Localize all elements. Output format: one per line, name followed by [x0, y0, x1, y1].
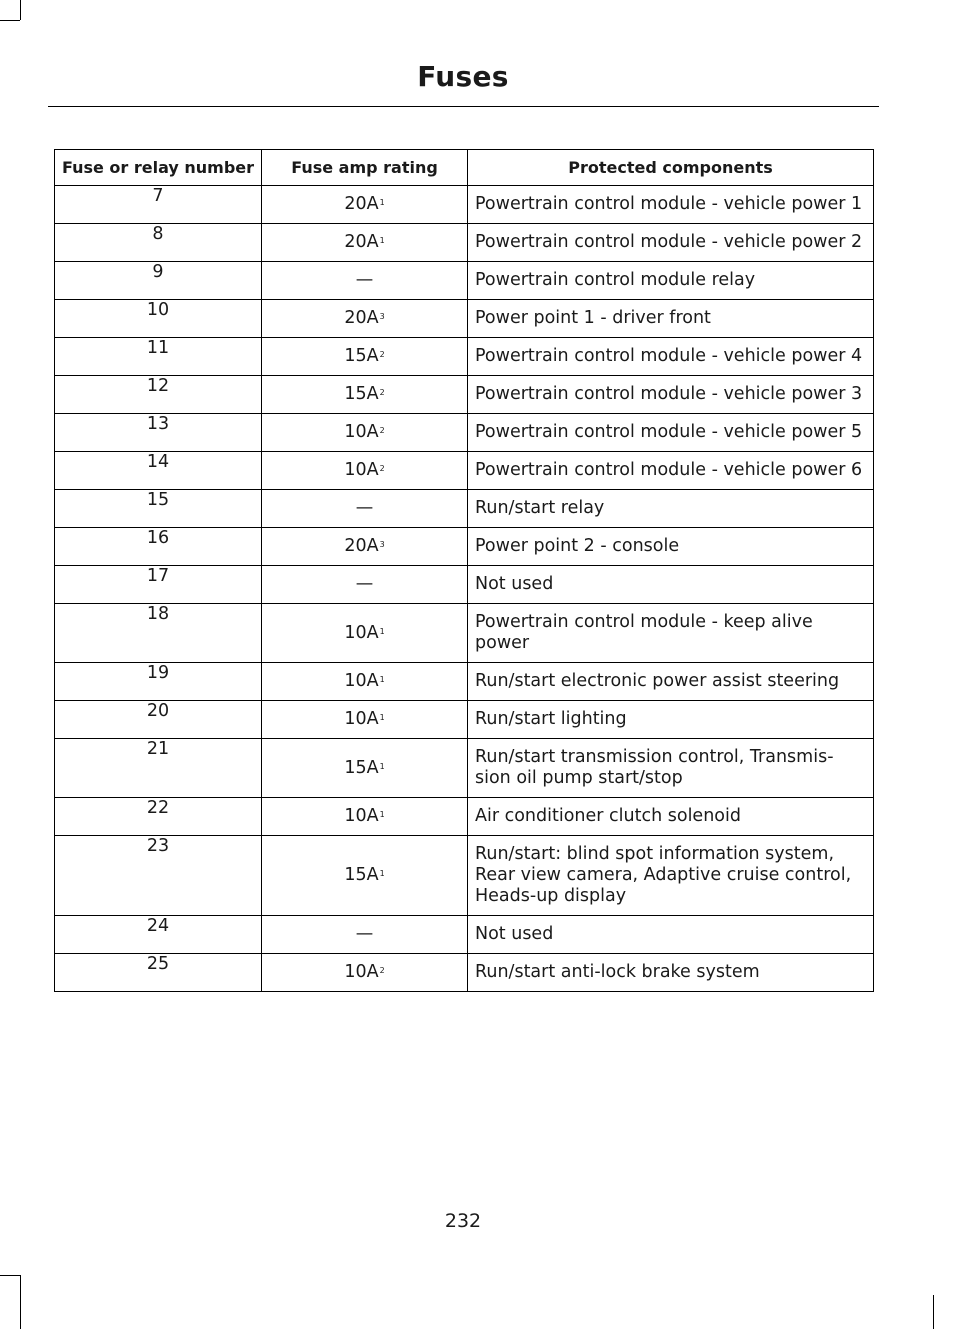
table-row [55, 376, 874, 414]
amp-rating-cell [262, 739, 468, 798]
table-row [55, 701, 874, 739]
crop-mark-bottom-left-horizontal [0, 1275, 20, 1276]
footnote-marker: 1 [379, 810, 385, 819]
protected-component-cell: Powertrain control module - vehicle power 2 [468, 224, 874, 262]
amp-rating-cell [262, 300, 468, 338]
footnote-marker: 2 [379, 388, 385, 397]
table-row [55, 224, 874, 262]
table-row [55, 528, 874, 566]
amp-rating-cell [262, 566, 468, 604]
amp-rating-cell [262, 701, 468, 739]
amp-rating-value: 10A [344, 806, 379, 826]
amp-rating-cell [262, 224, 468, 262]
fuse-number-cell: 11 [55, 338, 262, 376]
protected-component-cell: Powertrain control module - keep alive power [468, 604, 874, 663]
table-row [55, 566, 874, 604]
fuse-number-cell: 21 [55, 739, 262, 798]
amp-rating-value: — [355, 574, 374, 594]
amp-rating-value: 10A [344, 622, 379, 643]
amp-rating-value: 20A [344, 308, 379, 328]
protected-component-cell: Run/start: blind spot information system, Rear view camera, Adaptive cruise control, Heads-up display [468, 836, 874, 916]
fuse-number-cell: 23 [55, 836, 262, 916]
protected-component-cell: Powertrain control module relay [468, 262, 874, 300]
protected-component-cell: Powertrain control module - vehicle power 1 [468, 186, 874, 224]
fuse-number-cell: 18 [55, 604, 262, 663]
table-row [55, 452, 874, 490]
amp-rating-value: 10A [344, 460, 379, 480]
amp-rating-value: 15A [344, 865, 379, 885]
amp-rating-cell [262, 916, 468, 954]
column-header-protected-components: Protected components [468, 150, 874, 186]
footnote-marker: 2 [379, 426, 385, 435]
table-row [55, 414, 874, 452]
protected-component-cell: Run/start lighting [468, 701, 874, 739]
fuse-number-cell: 7 [55, 186, 262, 224]
amp-rating-value: 15A [344, 384, 379, 404]
crop-mark-bottom-right-vertical [933, 1295, 934, 1329]
title-divider [48, 106, 879, 107]
fuse-number-cell: 8 [55, 224, 262, 262]
footnote-marker: 2 [379, 966, 385, 975]
fuse-number-cell: 24 [55, 916, 262, 954]
table-row [55, 338, 874, 376]
table-body [55, 186, 874, 992]
fuse-number-cell: 25 [55, 954, 262, 992]
fuse-number-cell: 9 [55, 262, 262, 300]
column-header-amp-rating: Fuse amp rating [262, 150, 468, 186]
fuse-number-cell: 10 [55, 300, 262, 338]
fuse-table [54, 149, 874, 992]
protected-component-cell: Powertrain control module - vehicle power 3 [468, 376, 874, 414]
table-row [55, 262, 874, 300]
footnote-marker: 1 [379, 761, 385, 771]
amp-rating-cell [262, 663, 468, 701]
page-title: Fuses [417, 60, 509, 93]
protected-component-cell: Not used [468, 916, 874, 954]
table-row [55, 604, 874, 663]
fuse-number-cell: 16 [55, 528, 262, 566]
protected-component-cell: Run/start transmission control, Transmis-sion oil pump start/stop [468, 739, 874, 798]
table-row [55, 954, 874, 992]
footnote-marker: 1 [379, 713, 385, 722]
amp-rating-cell [262, 186, 468, 224]
amp-rating-cell [262, 262, 468, 300]
table-row [55, 798, 874, 836]
fuse-number-cell: 12 [55, 376, 262, 414]
amp-rating-cell [262, 376, 468, 414]
protected-component-cell: Run/start anti-lock brake system [468, 954, 874, 992]
table-row [55, 186, 874, 224]
amp-rating-cell [262, 452, 468, 490]
protected-component-cell: Powertrain control module - vehicle power 4 [468, 338, 874, 376]
protected-component-cell: Run/start relay [468, 490, 874, 528]
protected-component-cell: Power point 1 - driver front [468, 300, 874, 338]
amp-rating-value: 10A [344, 422, 379, 442]
amp-rating-value: 20A [344, 194, 379, 214]
fuse-number-cell: 22 [55, 798, 262, 836]
footnote-marker: 2 [379, 350, 385, 359]
crop-mark-bottom-left-vertical [20, 1275, 21, 1329]
fuse-number-cell: 14 [55, 452, 262, 490]
fuse-number-cell: 17 [55, 566, 262, 604]
footnote-marker: 1 [379, 869, 385, 878]
protected-component-cell: Not used [468, 566, 874, 604]
amp-rating-cell [262, 338, 468, 376]
amp-rating-cell [262, 528, 468, 566]
crop-mark-top-left-vertical [20, 0, 21, 20]
page-number: 232 [444, 1210, 482, 1232]
table-row [55, 739, 874, 798]
fuse-number-cell: 19 [55, 663, 262, 701]
amp-rating-value: 15A [344, 757, 379, 778]
fuse-number-cell: 20 [55, 701, 262, 739]
footnote-marker: 1 [379, 675, 385, 684]
amp-rating-value: — [355, 924, 374, 944]
table-row [55, 836, 874, 916]
protected-component-cell: Air conditioner clutch solenoid [468, 798, 874, 836]
table-header-row [55, 150, 874, 186]
column-header-fuse-number: Fuse or relay number [55, 150, 262, 186]
amp-rating-cell [262, 954, 468, 992]
protected-component-cell: Powertrain control module - vehicle power 5 [468, 414, 874, 452]
amp-rating-cell [262, 836, 468, 916]
amp-rating-cell [262, 414, 468, 452]
amp-rating-value: 10A [344, 709, 379, 729]
protected-component-cell: Power point 2 - console [468, 528, 874, 566]
footnote-marker: 1 [379, 626, 385, 636]
table-row [55, 300, 874, 338]
footnote-marker: 3 [379, 540, 385, 549]
footnote-marker: 1 [379, 198, 385, 207]
amp-rating-cell [262, 798, 468, 836]
amp-rating-cell [262, 604, 468, 663]
amp-rating-value: 10A [344, 671, 379, 691]
amp-rating-value: 10A [344, 962, 379, 982]
amp-rating-value: 15A [344, 346, 379, 366]
footnote-marker: 1 [379, 236, 385, 245]
table-row [55, 490, 874, 528]
footnote-marker: 2 [379, 464, 385, 473]
footnote-marker: 3 [379, 312, 385, 321]
amp-rating-value: 20A [344, 232, 379, 252]
crop-mark-top-left-horizontal [0, 20, 20, 21]
amp-rating-value: — [355, 270, 374, 290]
amp-rating-value: — [355, 498, 374, 518]
table-row [55, 916, 874, 954]
fuse-number-cell: 15 [55, 490, 262, 528]
amp-rating-cell [262, 490, 468, 528]
protected-component-cell: Powertrain control module - vehicle power 6 [468, 452, 874, 490]
fuse-number-cell: 13 [55, 414, 262, 452]
table-row [55, 663, 874, 701]
protected-component-cell: Run/start electronic power assist steering [468, 663, 874, 701]
amp-rating-value: 20A [344, 536, 379, 556]
